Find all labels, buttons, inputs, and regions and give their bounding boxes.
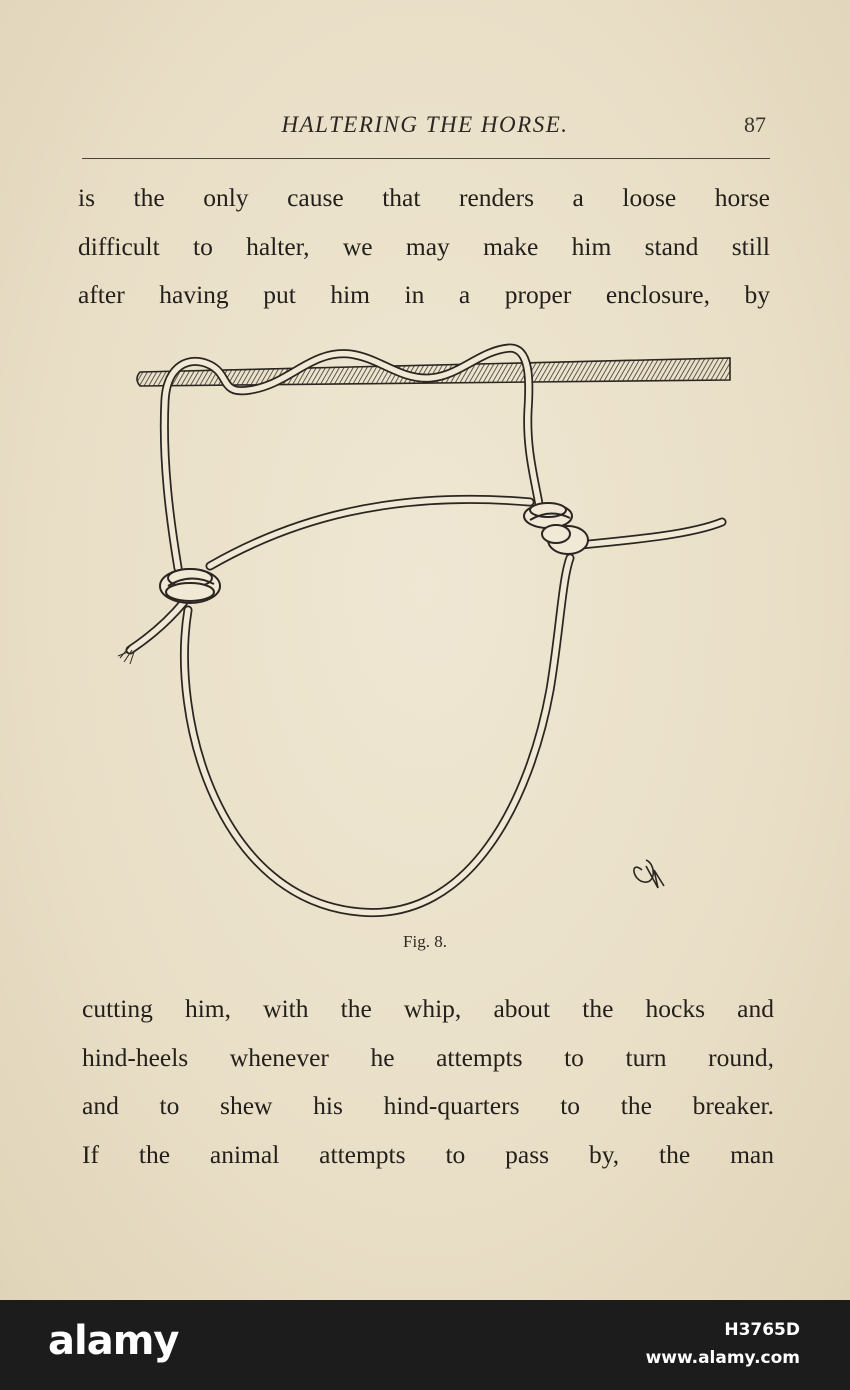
running-head <box>80 108 770 144</box>
artist-monogram <box>634 860 664 888</box>
body-text-top <box>78 174 770 320</box>
page-number: 87 <box>744 112 766 137</box>
figure-caption: Fig. 8. <box>403 932 447 951</box>
text-line: hind-heels whenever he attempts to turn round, <box>82 1042 774 1072</box>
text-line: after having put him in a proper enclosure, by <box>78 280 770 309</box>
body-text-bottom <box>82 985 774 1179</box>
stock-footer <box>0 1300 850 1390</box>
running-title: HALTERING THE HORSE. <box>281 112 569 137</box>
text-line: cutting him, with the whip, about the hocks and <box>82 994 774 1023</box>
text-line: If the animal attempts to pass by, the man <box>82 1139 774 1169</box>
brand-logo: alamy <box>48 1318 179 1364</box>
rope-halter-illustration <box>110 340 740 930</box>
text-line: and to shew his hind-quarters to the breaker. <box>82 1091 774 1120</box>
text-line: difficult to halter, we may make him stand still <box>78 231 770 261</box>
right-knot <box>524 503 588 554</box>
figure-8 <box>110 340 740 930</box>
site-url: www.alamy.com <box>645 1348 800 1368</box>
header-rule <box>82 158 770 159</box>
image-id: H3765D <box>724 1320 800 1340</box>
text-line: is the only cause that renders a loose horse <box>78 183 770 212</box>
left-knot <box>160 569 220 603</box>
